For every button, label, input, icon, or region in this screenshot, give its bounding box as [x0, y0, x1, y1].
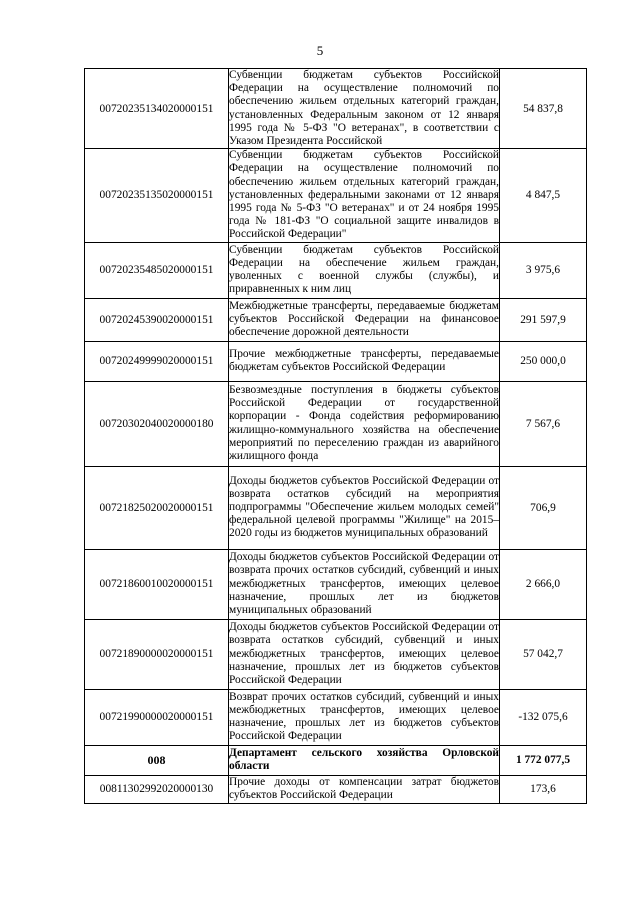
budget-code-cell: 00811302992020000130	[85, 775, 229, 803]
description-cell: Безвозмездные поступления в бюджеты субъектов Российской Федерации от государственной корпорации - Фонда содействия реформированию жилищно-коммунального хозяйства на обеспечение мероприятий по переселению граждан из аварийного жилищного фонда	[229, 381, 500, 466]
table-row	[85, 549, 587, 619]
amount-cell: 7 567,6	[500, 381, 587, 466]
description-cell: Прочие межбюджетные трансферты, передаваемые бюджетам субъектов Российской Федерации	[229, 341, 500, 381]
description-cell: Субвенции бюджетам субъектов Российской Федерации на осуществление полномочий по обеспечению жильем отдельных категорий граждан, установленных Федеральным законом от 12 января 1995 года № 5-ФЗ "О ветеранах", в соответствии с Указом Президента Российской	[229, 69, 499, 148]
table-row	[85, 341, 587, 381]
budget-code-cell: 00720249999020000151	[85, 341, 229, 381]
amount-cell: 173,6	[500, 775, 587, 803]
amount-cell: 706,9	[500, 466, 587, 549]
budget-code-cell: 00721860010020000151	[85, 549, 229, 619]
amount-cell: 3 975,6	[500, 242, 587, 298]
budget-code-cell: 00720245390020000151	[85, 298, 229, 341]
revenue-table	[84, 68, 587, 804]
description-cell: Субвенции бюджетам субъектов Российской Федерации на осуществление полномочий по обеспечению жильем отдельных категорий граждан, установленных федеральными законами от 12 января 1995 года № 5-ФЗ "О ветеранах" и от 24 ноября 1995 года № 181-ФЗ "О социальной защите инвалидов в Российской Федерации"	[229, 149, 499, 241]
department-row	[85, 745, 587, 775]
table-row	[85, 775, 587, 803]
description-cell: Прочие доходы от компенсации затрат бюджетов субъектов Российской Федерации	[229, 775, 499, 802]
table-row	[85, 242, 587, 298]
amount-cell: 250 000,0	[500, 341, 587, 381]
department-name-cell: Департамент сельского хозяйства Орловской области	[229, 745, 500, 775]
description-cell: Доходы бюджетов субъектов Российской Федерации от возврата прочих остатков субсидий, субвенций и иных межбюджетных трансфертов, имеющих целевое назначение, прошлых лет из бюджетов муниципальных образований	[229, 549, 500, 619]
budget-code-cell: 00720235485020000151	[85, 242, 229, 298]
amount-cell: 57 042,7	[500, 619, 587, 689]
budget-code-cell: 00720302040020000180	[85, 381, 229, 466]
table-row	[85, 466, 587, 549]
description-cell: Доходы бюджетов субъектов Российской Федерации от возврата остатков субсидий, субвенций и иных межбюджетных трансфертов, имеющих целевое назначение, прошлых лет из бюджетов субъектов Российской Федерации	[229, 619, 500, 689]
department-total-cell: 1 772 077,5	[500, 745, 587, 775]
table-row	[85, 381, 587, 466]
page-number: 5	[316, 43, 324, 58]
department-code-cell: 008	[85, 745, 229, 775]
budget-code-cell: 00720235134020000151	[85, 69, 229, 149]
budget-code-cell: 00721825020020000151	[85, 466, 229, 549]
description-cell: Возврат прочих остатков субсидий, субвенций и иных межбюджетных трансфертов, имеющих целевое назначение, прошлых лет из бюджетов субъектов Российской Федерации	[229, 689, 500, 745]
amount-cell: 2 666,0	[500, 549, 587, 619]
table-row	[85, 689, 587, 745]
table-row	[85, 298, 587, 341]
description-cell: Межбюджетные трансферты, передаваемые бюджетам субъектов Российской Федерации на финансовое обеспечение дорожной деятельности	[229, 298, 500, 341]
budget-code-cell: 00721990000020000151	[85, 689, 229, 745]
description-cell: Доходы бюджетов субъектов Российской Федерации от возврата остатков субсидий на мероприятия подпрограммы "Обеспечение жильем молодых семей" федеральной целевой программы "Жилище" на 2015–2020 годы из бюджетов муниципальных образований	[229, 466, 500, 549]
table-row	[85, 149, 587, 242]
budget-code-cell: 00720235135020000151	[85, 149, 229, 242]
amount-cell: 4 847,5	[500, 149, 587, 242]
amount-cell: 54 837,8	[500, 69, 587, 149]
budget-code-cell: 00721890000020000151	[85, 619, 229, 689]
table-row	[85, 619, 587, 689]
amount-cell: 291 597,9	[500, 298, 587, 341]
amount-cell: -132 075,6	[500, 689, 587, 745]
description-cell: Субвенции бюджетам субъектов Российской Федерации на обеспечение жильем граждан, уволенных с военной службы (службы), и приравненных к ним лиц	[229, 242, 500, 298]
table-row	[85, 69, 587, 149]
